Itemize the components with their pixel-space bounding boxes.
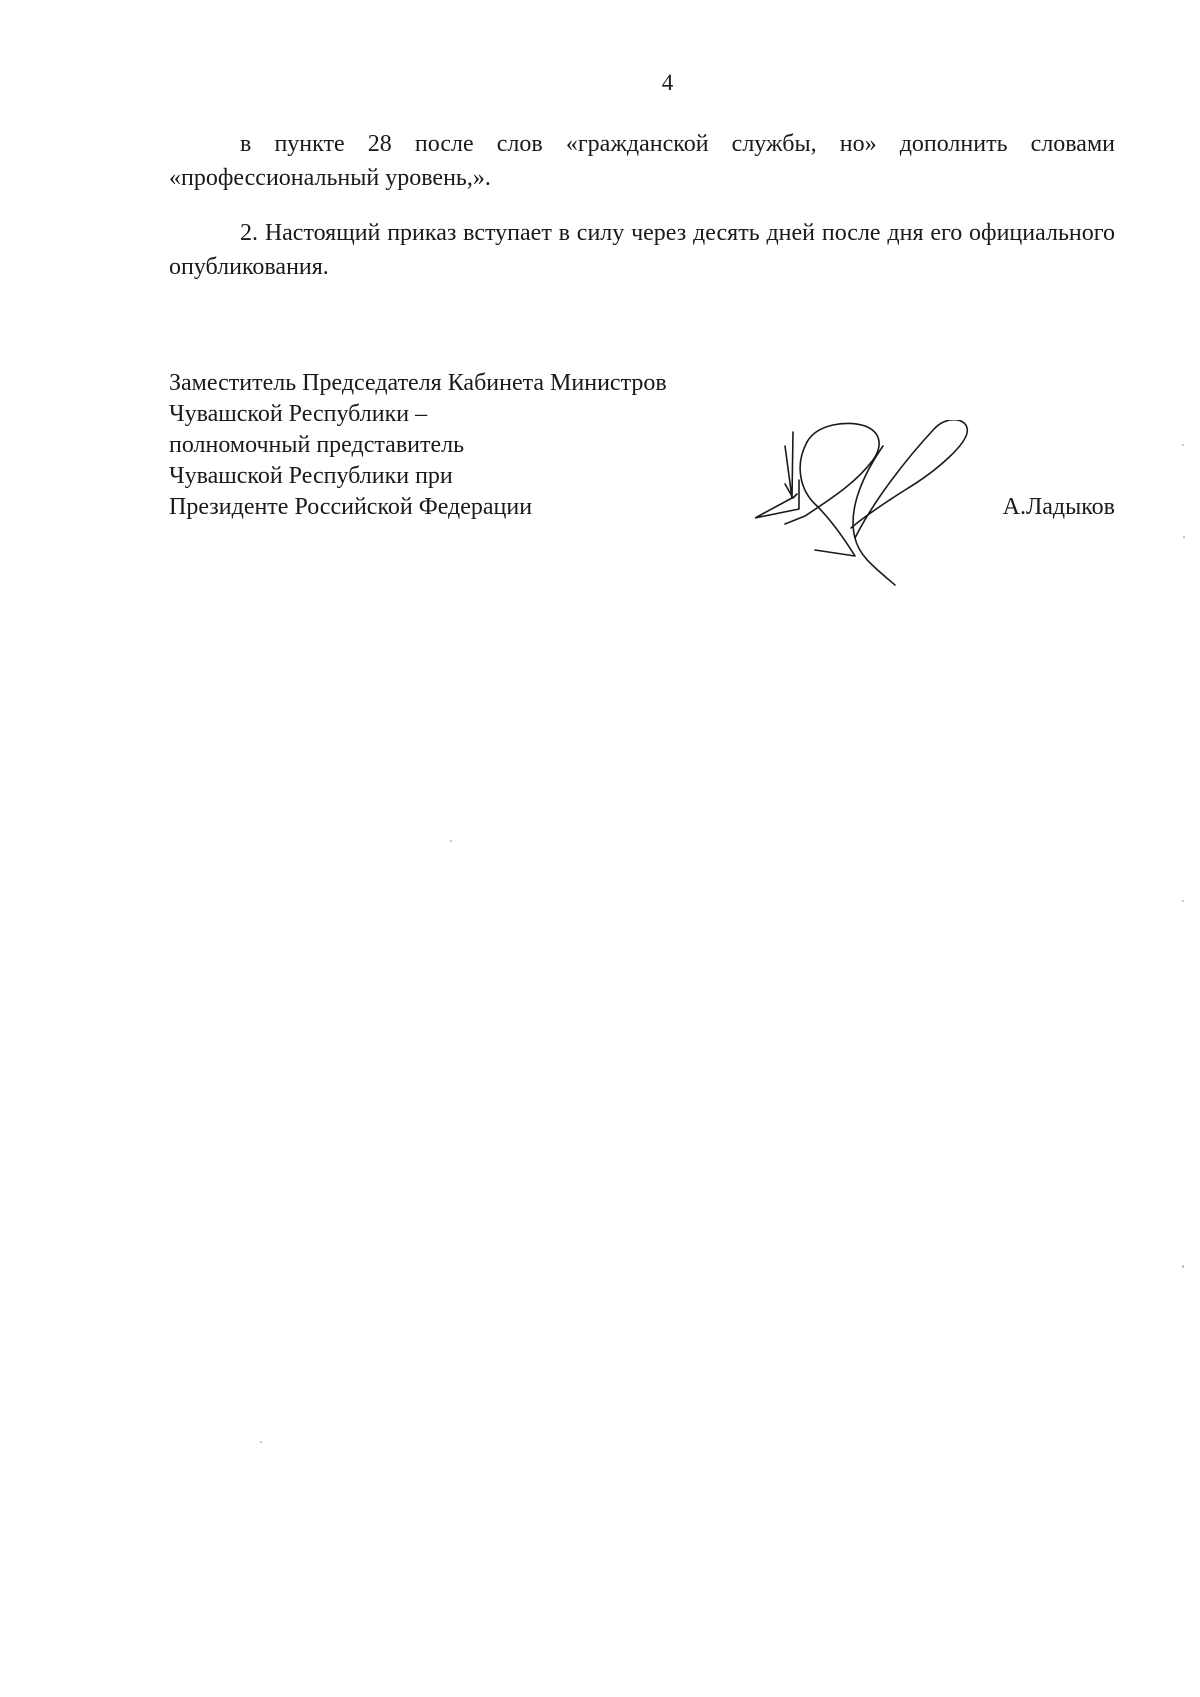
body-paragraph: 2. Настоящий приказ вступает в силу через десять дней после дня его официального опубликования.: [169, 220, 1115, 280]
signatory-line: Чувашской Республики при: [169, 463, 453, 489]
signatory-line: Чувашской Республики –: [169, 401, 428, 427]
scan-speck: [1182, 444, 1184, 446]
signatory-line: Заместитель Председателя Кабинета Министров: [169, 370, 667, 396]
body-paragraph: в пункте 28 после слов «гражданской службы, но» дополнить словами «профессиональный уровень,».: [169, 131, 1115, 191]
scan-speck: [1182, 1265, 1184, 1268]
scan-speck: [260, 1441, 262, 1443]
signer-name: А.Ладыков: [1002, 494, 1115, 520]
signatory-position: [169, 368, 769, 523]
scan-speck: [1183, 536, 1185, 538]
signatory-line: Президенте Российской Федерации: [169, 494, 533, 520]
page-number: 4: [661, 70, 674, 95]
signatory-line: полномочный представитель: [169, 432, 465, 458]
scan-speck: [1182, 900, 1184, 902]
scan-speck: [450, 840, 452, 842]
